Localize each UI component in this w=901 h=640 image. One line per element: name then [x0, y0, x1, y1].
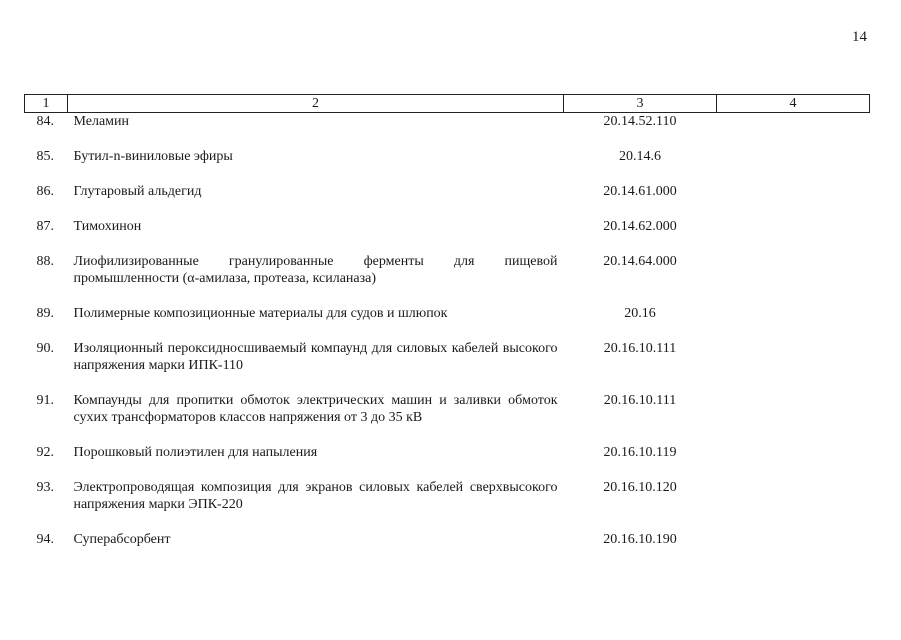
table-row: [25, 531, 870, 548]
page-number: 14: [852, 29, 867, 45]
row-code: 20.14.6: [619, 149, 661, 164]
table-row: [25, 148, 870, 183]
row-col4: [717, 183, 870, 218]
table-row: [25, 444, 870, 479]
row-col4: [717, 305, 870, 340]
table-body: [25, 113, 870, 549]
table-row: [25, 392, 870, 444]
row-name: Бутил-n-виниловые эфиры: [73, 149, 233, 164]
row-col4: [717, 531, 870, 548]
row-code: 20.14.64.000: [603, 254, 677, 269]
row-code: 20.16.10.120: [603, 480, 677, 495]
header-col-3: 3: [564, 95, 717, 113]
row-code: 20.16.10.119: [603, 445, 677, 460]
row-col4: [717, 444, 870, 479]
row-number: 86.: [36, 184, 54, 199]
row-name: Компаунды для пропитки обмоток электрических машин и заливки обмоток сухих трансформаторов классов напряжения от 3 до 35 кВ: [73, 393, 558, 425]
row-name: Лиофилизированные гранулированные ферменты для пищевой промышленности (α-амилаза, протеаза, ксиланаза): [73, 254, 558, 286]
row-name: Глутаровый альдегид: [73, 184, 202, 199]
table-row: [25, 183, 870, 218]
row-name: Изоляционный пероксидносшиваемый компаунд для силовых кабелей высокого напряжения марки ИПК-110: [73, 341, 558, 373]
row-number: 92.: [36, 445, 54, 460]
row-name: Порошковый полиэтилен для напыления: [73, 445, 318, 460]
row-name: Меламин: [73, 114, 130, 129]
row-col4: [717, 479, 870, 531]
table-row: [25, 340, 870, 392]
table-row: [25, 305, 870, 340]
row-code: 20.16.10.111: [603, 393, 677, 408]
row-col4: [717, 113, 870, 149]
row-code: 20.14.62.000: [603, 219, 677, 234]
row-name: Электропроводящая композиция для экранов силовых кабелей сверхвысокого напряжения марки ЭПК-220: [73, 480, 558, 512]
row-code: 20.16.10.111: [603, 341, 677, 356]
row-number: 93.: [36, 480, 54, 495]
row-number: 89.: [36, 306, 54, 321]
row-name: Полимерные композиционные материалы для судов и шлюпок: [73, 306, 448, 321]
header-col-1: 1: [25, 95, 68, 113]
table-row: [25, 253, 870, 305]
row-code: 20.16.10.190: [603, 532, 677, 547]
table-row: [25, 479, 870, 531]
row-number: 85.: [36, 149, 54, 164]
row-col4: [717, 392, 870, 444]
table-row: [25, 113, 870, 149]
row-col4: [717, 148, 870, 183]
row-name: Тимохинон: [73, 219, 142, 234]
row-number: 84.: [36, 114, 54, 129]
table-header: [25, 95, 870, 113]
row-col4: [717, 340, 870, 392]
document-table: [24, 94, 870, 548]
row-col4: [717, 253, 870, 305]
table-row: [25, 218, 870, 253]
row-col4: [717, 218, 870, 253]
row-code: 20.14.61.000: [603, 184, 677, 199]
header-row: [25, 95, 870, 113]
row-number: 91.: [36, 393, 54, 408]
row-number: 90.: [36, 341, 54, 356]
row-name: Суперабсорбент: [73, 532, 171, 547]
header-col-2: 2: [68, 95, 564, 113]
row-code: 20.14.52.110: [603, 114, 677, 129]
row-code: 20.16: [624, 306, 656, 321]
row-number: 87.: [36, 219, 54, 234]
header-col-4: 4: [717, 95, 870, 113]
row-number: 88.: [36, 254, 54, 269]
row-number: 94.: [36, 532, 54, 547]
